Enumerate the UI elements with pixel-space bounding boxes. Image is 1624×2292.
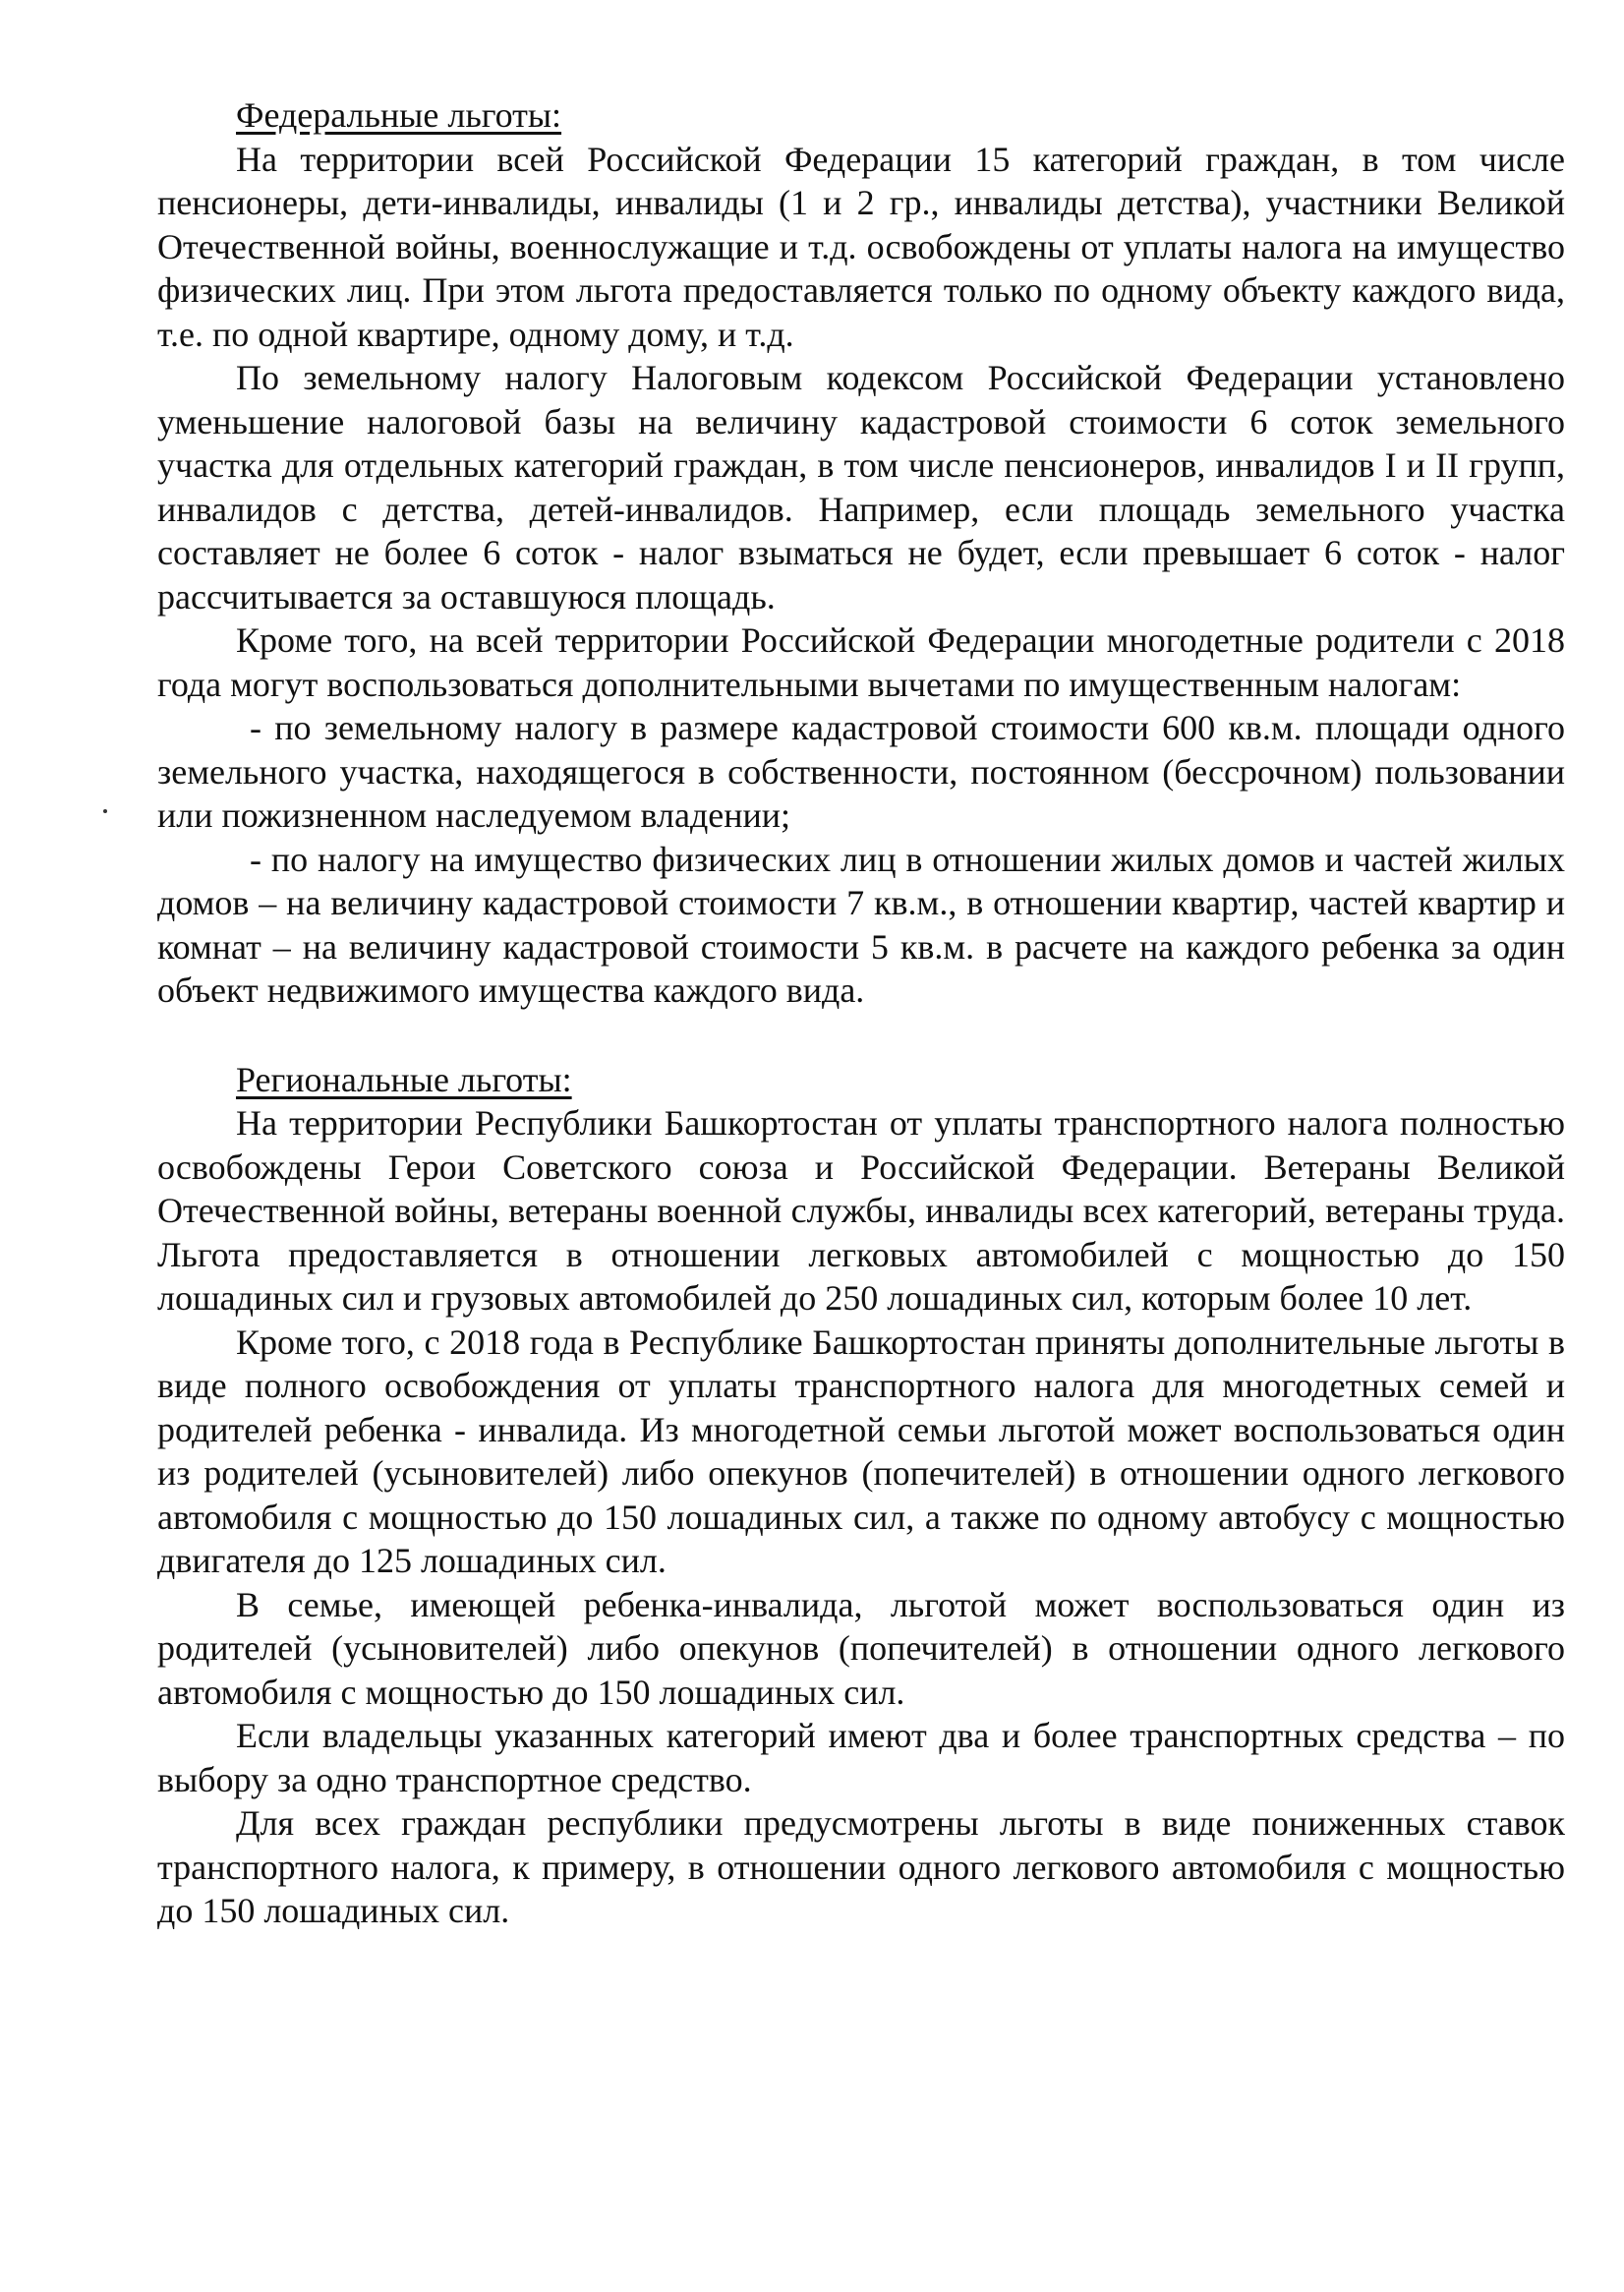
regional-paragraph: Кроме того, с 2018 года в Республике Башкортостан приняты дополнительные льготы в виде полного освобождения от уплаты транспортного налога для многодетных семей и родителей ребенка - инвалида. Из многодетной семьи льготой может воспользоваться один из родителей (усыновителей) либо опекунов (попечителей) в отношении одного легкового автомобиля с мощностью до 150 лошадиных сил, а также по одному автобусу с мощностью двигателя до 125 лошадиных сил.	[157, 1322, 1565, 1580]
federal-list-item: - по земельному налогу в размере кадастровой стоимости 600 кв.м. площади одного земельного участка, находящегося в собственности, постоянном (бессрочном) пользовании или пожизненном наследуемом владении;	[157, 708, 1565, 835]
federal-paragraph: На территории всей Российской Федерации 15 категорий граждан, в том числе пенсионеры, дети-инвалиды, инвалиды (1 и 2 гр., инвалиды детства), участники Великой Отечественной войны, военнослужащие и т.д. освобождены от уплаты налога на имущество физических лиц. При этом льгота предоставляется только по одному объекту каждого вида, т.е. по одной квартире, одному дому, и т.д.	[157, 139, 1565, 354]
regional-paragraph: На территории Республики Башкортостан от уплаты транспортного налога полностью освобождены Герои Советского союза и Российской Федерации. Ветераны Великой Отечественной войны, ветераны военной службы, инвалиды всех категорий, ветераны труда. Льгота предоставляется в отношении легковых автомобилей с мощностью до 150 лошадиных сил и грузовых автомобилей до 250 лошадиных сил, которым более 10 лет.	[157, 1103, 1565, 1318]
regional-benefits-section	[157, 1058, 1565, 1933]
federal-list-item: - по налогу на имущество физических лиц в отношении жилых домов и частей жилых домов – на величину кадастровой стоимости 7 кв.м., в отношении квартир, частей квартир и комнат – на величину кадастровой стоимости 5 кв.м. в расчете на каждого ребенка за один объект недвижимого имущества каждого вида.	[157, 839, 1565, 1010]
regional-paragraph: В семье, имеющей ребенка-инвалида, льготой может воспользоваться один из родителей (усыновителей) либо опекунов (попечителей) в отношении одного легкового автомобиля с мощностью до 150 лошадиных сил.	[157, 1584, 1565, 1712]
regional-benefits-heading: Региональные льготы:	[236, 1059, 572, 1099]
regional-paragraph: Для всех граждан республики предусмотрены льготы в виде пониженных ставок транспортного налога, к примеру, в отношении одного легкового автомобиля с мощностью до 150 лошадиных сил.	[157, 1803, 1565, 1930]
document-body	[157, 93, 1565, 1933]
scan-speck	[103, 809, 107, 813]
federal-paragraph: По земельному налогу Налоговым кодексом Российской Федерации установлено уменьшение налоговой базы на величину кадастровой стоимости 6 соток земельного участка для отдельных категорий граждан, в том числе пенсионеров, инвалидов I и II групп, инвалидов с детства, детей-инвалидов. Например, если площадь земельного участка составляет не более 6 соток - налог взыматься не будет, если превышает 6 соток - налог рассчитывается за оставшуюся площадь.	[157, 358, 1565, 617]
federal-benefits-heading: Федеральные льготы:	[236, 95, 562, 135]
federal-paragraph: Кроме того, на всей территории Российской Федерации многодетные родители с 2018 года могут воспользоваться дополнительными вычетами по имущественным налогам:	[157, 620, 1565, 704]
regional-paragraph: Если владельцы указанных категорий имеют два и более транспортных средства – по выбору за одно транспортное средство.	[157, 1716, 1565, 1799]
federal-benefits-section	[157, 93, 1565, 1013]
